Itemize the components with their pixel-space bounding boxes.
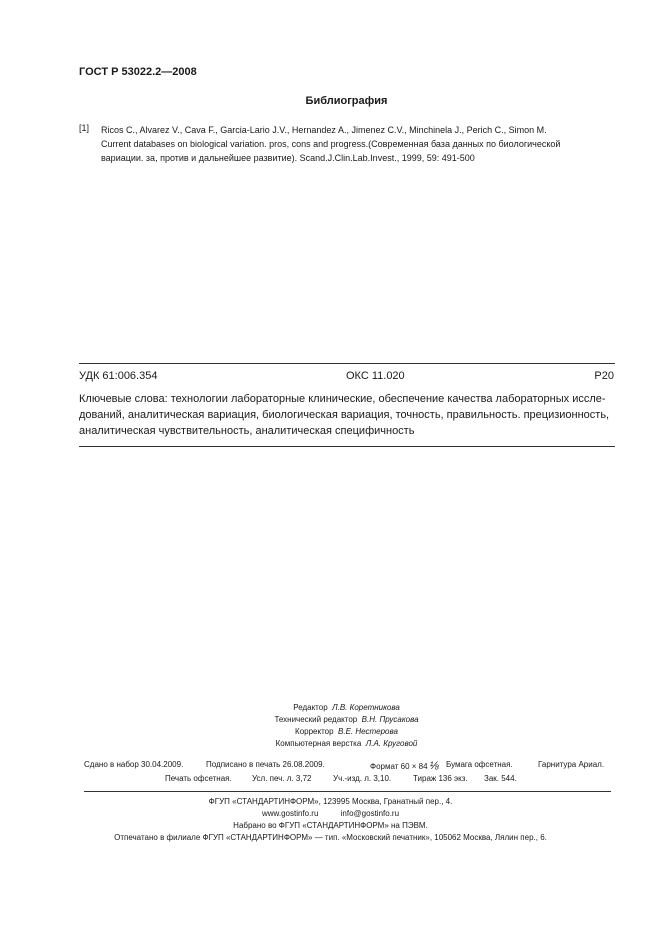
footer-publisher: ФГУП «СТАНДАРТИНФОРМ», 123995 Москва, Гранатный пер., 4. bbox=[208, 797, 453, 806]
credit-name: В.Н. Прусакова bbox=[361, 715, 419, 724]
footer-typeset: Набрано во ФГУП «СТАНДАРТИНФОРМ» на ПЭВМ. bbox=[233, 821, 428, 830]
imprint-font: Гарнитура Ариал. bbox=[538, 760, 605, 769]
keywords-line: Ключевые слова: технологии лабораторные клинические, обеспечение качества лабораторных иссле- bbox=[79, 393, 606, 405]
reference-number: [1] bbox=[79, 123, 90, 133]
keywords-block bbox=[79, 391, 615, 439]
imprint-typeset-date: Сдано в набор 30.04.2009. bbox=[84, 760, 184, 769]
imprint-divider bbox=[84, 791, 611, 792]
credit-label: Технический редактор bbox=[274, 715, 358, 724]
credit-tech-editor bbox=[0, 715, 661, 724]
credit-corrector bbox=[0, 727, 661, 736]
keywords-line: аналитическая чувствительность, аналитическая специфичность bbox=[79, 425, 415, 437]
udk-code: УДК 61:006.354 bbox=[79, 370, 158, 382]
imprint-printing: Печать офсетная. bbox=[165, 774, 232, 783]
credit-name: В.Е. Нестерова bbox=[338, 727, 398, 736]
reference-text bbox=[101, 123, 616, 165]
imprint-circulation: Тираж 136 экз. bbox=[413, 774, 468, 783]
format-value: Формат 60 × 84 bbox=[370, 762, 428, 771]
credit-label: Компьютерная верстка bbox=[275, 739, 362, 748]
imprint-pub-sheets: Уч.-изд. л. 3,10. bbox=[333, 774, 392, 783]
imprint-order: Зак. 544. bbox=[484, 774, 517, 783]
keywords-line: дований, аналитическая вариация, биологическая вариация, точность, правильность. прецизионность, bbox=[79, 409, 610, 421]
standard-number: ГОСТ Р 53022.2—2008 bbox=[79, 66, 197, 78]
credit-name: Л.В. Коретникова bbox=[332, 703, 400, 712]
footer-printed: Отпечатано в филиале ФГУП «СТАНДАРТИНФОРМ» — тип. «Московский печатник», 105062 Москва, Лялин пер., 6. bbox=[114, 833, 547, 842]
imprint-paper: Бумага офсетная. bbox=[446, 760, 513, 769]
bibliography-title: Библиография bbox=[305, 95, 388, 107]
imprint-print-sheets: Усл. печ. л. 3,72 bbox=[252, 774, 312, 783]
reference-line: Ricos C., Alvarez V., Cava F., Garcia-Lario J.V., Hernandez A., Jimenez C.V., Minchinela J., Perich C., Simon M. bbox=[101, 125, 547, 135]
group-code: Р20 bbox=[594, 370, 614, 382]
top-divider bbox=[79, 363, 615, 364]
reference-line: вариации. за, против и дальнейшее развитие). Scand.J.Clin.Lab.Invest., 1999, 59: 491-500 bbox=[101, 153, 475, 163]
reference-line: Current databases on biological variation. pros, cons and progress.(Современная база данных по биологической bbox=[101, 139, 561, 149]
oks-code: ОКС 11.020 bbox=[346, 370, 405, 382]
credit-label: Корректор bbox=[295, 727, 334, 736]
format-fraction: ⅛ bbox=[429, 760, 439, 772]
imprint-format bbox=[370, 760, 439, 772]
footer-web: www.gostinfo.ru info@gostinfo.ru bbox=[261, 809, 400, 818]
bottom-divider bbox=[79, 446, 615, 447]
imprint-signed-date: Подписано в печать 26.08.2009. bbox=[206, 760, 325, 769]
credit-label: Редактор bbox=[293, 703, 328, 712]
credit-layout bbox=[0, 739, 661, 748]
credit-editor bbox=[0, 703, 661, 712]
credit-name: Л.А. Круговой bbox=[365, 739, 418, 748]
